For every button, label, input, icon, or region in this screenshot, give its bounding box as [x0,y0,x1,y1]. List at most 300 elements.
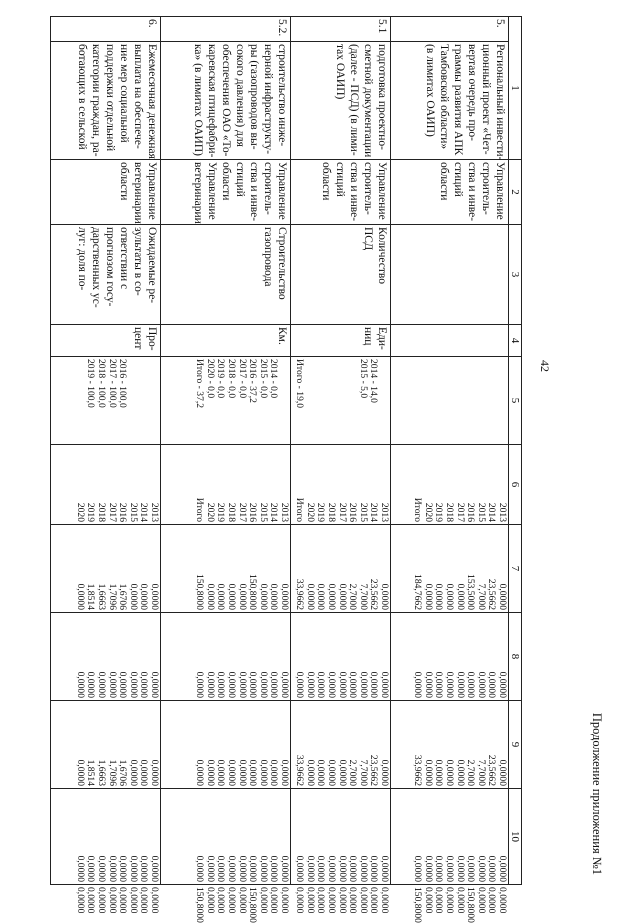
target-values-line: 2014 - 0,0 [268,359,280,399]
regional-budget-amount-line: 23,5662 [368,754,380,786]
federal-budget-amount-line: 0,0000 [117,671,129,698]
event-name-line: граммы развития АПК [452,44,464,156]
local-budget-amount-line: 0,0000 [294,855,306,882]
local-budget-amount-line: 0,0000 [117,855,129,882]
table-row: 5. Региональный инвести- ционный проект «Чет- вертая очередь про- граммы развития АПК Тамбовской области» (в лимитах ОАИП) Управление строитель- ства и инве- стиций области 2013 2014 2015 2016 2017 2018 2019 2020 Итого 0,0000 23,5662 7,7000 153,5000 0,0000 0,0000 0,0000 0,0000 184,7662 0,0000 0,0000 0,0000 0,0000 0,0000 0,0000 0,0000 0,0000 0,0000 0,0000 23,5662 7,7000 2,7000 0,0000 0,0000 0,0000 0,0000 33,9662 0,0000 0,0000 0,0000 0,0000 0,0000 0,0000 0,0000 0,0000 0,0000 0,0000 0,0000 0,0000 150,8000 0,0000 0,0000 0,0000 0,0000 150,8000 [391,17,509,885]
regional-budget-amount-line: 0,0000 [215,759,227,786]
unit-line: Про- [146,327,158,351]
years-line: Итого [412,497,424,522]
regional-budget-amount-line: 0,0000 [315,759,327,786]
local-budget-amount-line: 0,0000 [357,855,369,882]
local-budget-amount-line: 0,0000 [315,855,327,882]
total-amount-line: 0,0000 [497,583,508,610]
event-name-line: ботающих в сельской [76,44,88,150]
federal-budget-amount-line: 0,0000 [315,671,327,698]
local-budget-amount-line: 0,0000 [106,855,118,882]
target-values-line [347,359,358,442]
regional-budget-amount-line: 0,0000 [149,759,160,786]
federal-budget-amount-line: 0,0000 [268,671,280,698]
target-values-line [304,359,315,442]
total-amount-cell [391,525,509,613]
row-number-cell: 5. [391,17,509,42]
executor-line: ства и инве- [466,162,478,222]
total-amount-line: 0,0000 [379,583,390,610]
total-amount-line: 0,0000 [279,583,290,610]
years-line: 2018 [326,502,338,522]
total-amount-line: 0,0000 [226,583,238,610]
regional-budget-amount-line: 0,0000 [336,759,348,786]
federal-budget-amount-line: 0,0000 [294,671,306,698]
executor-line: ветеринарии [192,162,204,224]
federal-budget-amount-line: 0,0000 [465,671,477,698]
indicator-line: прогнозом госу- [104,227,116,307]
local-budget-amount-line: 0,0000 [497,855,508,882]
years-line: 2019 [215,502,227,522]
executor-line: строитель- [480,162,492,215]
target-values-cell [391,357,509,445]
column-header-row [509,17,522,885]
years-line: 2013 [497,502,508,522]
local-budget-amount-line: 0,0000 [204,855,216,882]
column-header: 9 [509,701,522,789]
local-budget-amount-line: 0,0000 [96,855,108,882]
event-name-cell [291,42,391,160]
regional-budget-amount-line: 0,0000 [226,759,238,786]
total-amount-line: 7,7000 [357,583,369,610]
federal-budget-amount-line: 0,0000 [497,671,508,698]
local-budget-amount-cell [51,789,161,885]
local-budget-amount-line: 0,0000 [486,855,498,882]
event-name-line: (в лимитах ОАИП) [424,44,436,137]
regional-budget-amount-line: 1,8514 [85,759,97,786]
years-line: Итого [194,497,206,522]
regional-budget-amount-line: 0,0000 [454,759,466,786]
total-amount-line: 1,8514 [85,583,97,610]
indicator-line: дарственных ус- [90,227,102,308]
target-values-line [138,359,149,442]
years-line: 2015 [357,502,369,522]
federal-budget-amount-line: 0,0000 [127,671,139,698]
target-values-line: Итого - 37,2 [194,359,206,409]
federal-budget-amount-line: 0,0000 [106,671,118,698]
unit-cell [51,325,161,357]
regional-budget-amount-line: 0,0000 [236,759,248,786]
total-amount-line: 153,5000 [465,574,477,610]
regional-budget-amount-line: 23,5662 [486,754,498,786]
target-values-cell [161,357,291,445]
regional-budget-amount-line: 2,7000 [347,759,359,786]
column-header: 5 [509,357,522,445]
event-name-line: (далее - ПСД) (в лими- [348,44,360,156]
regional-budget-amount-line: 0,0000 [194,759,206,786]
total-amount-line: 0,0000 [127,583,139,610]
federal-budget-amount-line: 0,0000 [304,671,316,698]
federal-budget-amount-line: 0,0000 [236,671,248,698]
years-line: 2016 [247,502,259,522]
indicator-line: ПСД [362,227,374,251]
total-amount-cell [161,525,291,613]
local-budget-amount-line: 0,0000 [127,855,139,882]
total-amount-line: 0,0000 [304,583,316,610]
event-name-line: сокого давления) для [234,44,246,147]
target-values-line: 2019 - 100,0 [85,359,97,408]
local-budget-amount-cell [161,789,291,885]
local-budget-amount-line: 0,0000 [465,855,477,882]
event-name-line: ка» (в лимитах ОАИП) [192,44,204,156]
years-line: 2013 [279,502,290,522]
federal-budget-amount-line: 0,0000 [326,671,338,698]
local-budget-amount-line: 0,0000 [247,855,259,882]
event-name-cell [51,42,161,160]
regional-budget-amount-line: 0,0000 [268,759,280,786]
event-name-line: подготовка проектно- [376,44,388,150]
executor-cell [161,160,291,225]
years-cell [51,445,161,525]
federal-budget-amount-line: 0,0000 [149,671,160,698]
years-line: 2018 [226,502,238,522]
regional-budget-amount-line: 1,7096 [106,759,118,786]
regional-budget-amount-line: 2,7000 [465,759,477,786]
federal-budget-amount-line: 0,0000 [204,671,216,698]
years-line: 2017 [454,502,466,522]
total-amount-line: 0,0000 [433,583,445,610]
target-values-line [315,359,326,442]
local-budget-amount-line: 0,0000 [336,855,348,882]
local-budget-amount-line: 0,0000 [304,855,316,882]
total-amount-line: 0,0000 [215,583,227,610]
total-amount-line: 0,0000 [204,583,216,610]
regional-budget-amount-cell [161,701,291,789]
federal-budget-amount-line: 0,0000 [379,671,390,698]
federal-budget-amount-line: 0,0000 [247,671,259,698]
local-budget-amount-line: 0,0000 [368,855,380,882]
indicator-cell [391,225,509,325]
event-name-line: категории граждан, ра- [90,44,102,157]
years-line: 2019 [85,502,97,522]
regional-budget-amount-line: 0,0000 [127,759,139,786]
years-line: 2015 [257,502,269,522]
row-number-cell: 5.2. [161,17,291,42]
federal-budget-amount-line: 0,0000 [96,671,108,698]
total-amount-line: 0,0000 [74,583,86,610]
column-header: 10 [509,789,522,885]
target-values-cell [51,357,161,445]
local-budget-amount-line: 0,0000 [149,855,160,882]
event-name-line: строительство инже- [276,44,288,147]
regional-budget-amount-line: 1,6706 [117,759,129,786]
federal-budget-amount-line: 0,0000 [412,671,424,698]
regional-budget-amount-line: 0,0000 [433,759,445,786]
years-line: 2014 [268,502,280,522]
executor-cell [51,160,161,225]
years-line: 2015 [127,502,139,522]
executor-line: области [220,162,232,201]
years-line: 2019 [315,502,327,522]
federal-budget-amount-line: 0,0000 [475,671,487,698]
years-line: 2014 [138,502,150,522]
executor-line: Управление [206,162,218,220]
local-budget-amount-line: 0,0000 [257,855,269,882]
row-number-cell: 5.1 [291,17,391,42]
event-name-line: Тамбовской области» [438,44,450,150]
total-amount-line: 0,0000 [268,583,280,610]
total-amount-line: 1,6706 [117,583,129,610]
total-amount-line: 0,0000 [149,583,160,610]
local-budget-amount-line: 0,0000 [279,855,290,882]
local-budget-amount-line: 0,0000 [475,855,487,882]
local-budget-amount-line: 0,0000 [454,855,466,882]
regional-budget-amount-line: 0,0000 [138,759,150,786]
unit-line: Км. [276,327,288,345]
federal-budget-amount-line: 0,0000 [257,671,269,698]
years-line: 2017 [106,502,118,522]
indicator-line: Строительство [276,227,288,300]
target-values-line: 2014 - 14,0 [368,359,380,403]
years-line: Итого [294,497,306,522]
years-line: 2013 [149,502,160,522]
total-amount-line: 0,0000 [336,583,348,610]
event-name-line: каревская птицефабри- [206,44,218,158]
federal-budget-amount-line: 0,0000 [486,671,498,698]
executor-line: Управление [276,162,288,220]
indicator-line: зультаты в со- [132,227,144,296]
regional-budget-amount-line: 0,0000 [497,759,508,786]
federal-budget-amount-line: 0,0000 [226,671,238,698]
federal-budget-amount-cell [51,613,161,701]
local-budget-amount-line: 0,0000 [268,855,280,882]
column-header: 2 [509,160,522,225]
target-values-line: 2018 - 100,0 [96,359,108,408]
executor-line: ства и инве- [348,162,360,222]
total-amount-line: 0,0000 [454,583,466,610]
local-budget-amount-line: 0,0000 [138,855,150,882]
regional-budget-amount-line: 7,7000 [357,759,369,786]
target-values-line: 2020 - 0,0 [204,359,216,399]
indicator-cell [291,225,391,325]
federal-budget-amount-line: 0,0000 [422,671,434,698]
local-budget-amount-cell [291,789,391,885]
executor-cell [291,160,391,225]
years-line: 2018 [96,502,108,522]
regional-budget-amount-line: 1,6663 [96,759,108,786]
federal-budget-amount-line: 0,0000 [433,671,445,698]
regional-budget-amount-line: 0,0000 [257,759,269,786]
unit-cell [161,325,291,357]
total-amount-cell [51,525,161,613]
local-budget-amount-line: 0,0000 [85,855,97,882]
years-line: 2019 [433,502,445,522]
federal-budget-amount-line: 0,0000 [74,671,86,698]
target-values-line [378,359,389,442]
regional-budget-amount-line: 0,0000 [326,759,338,786]
federal-budget-amount-cell [161,613,291,701]
local-budget-amount-line: 0,0000 [236,855,248,882]
executor-line: области [320,162,332,201]
executor-line: ветеринарии [132,162,144,224]
target-values-line: 2017 - 100,0 [106,359,118,408]
page-number: 42 [538,360,552,372]
column-header: 6 [509,445,522,525]
executor-line: строитель- [362,162,374,215]
regional-budget-amount-cell [391,701,509,789]
column-header: 3 [509,225,522,325]
years-line: 2016 [465,502,477,522]
unit-line: Еди- [376,327,388,350]
indicator-line: луг: доля по- [76,227,88,291]
years-line: 2016 [117,502,129,522]
local-budget-amount-line: 0,0000 [433,855,445,882]
target-values-line: 2016 - 37,2 [247,359,259,403]
event-name-cell [391,42,509,160]
federal-budget-amount-line: 0,0000 [347,671,359,698]
event-name-line: выплата на обеспече- [132,44,144,149]
target-values-line: 2016 - 100,0 [117,359,129,408]
regional-budget-amount-line: 7,7000 [475,759,487,786]
unit-cell [391,325,509,357]
years-cell [161,445,291,525]
total-amount-line: 1,6663 [96,583,108,610]
indicator-line: ответствии с [118,227,130,290]
table-row: 6. Ежемесячная денежная выплата на обеспече- ние мер социальной поддержки отдельной категории граждан, ра- ботающих в сельской Управление ветеринарии области Ожидаемые ре- зультаты в со- ответствии с прогнозом госу- дарственных ус- луг: доля по- Про- цент 2016 - 100,0 2017 - 100,0 2018 - 100,0 2019 - 100,0 2013 2014 2015 2016 2017 2018 2019 2020 0,0000 0,0000 0,0000 1,6706 1,7096 1,6663 1,8514 0,0000 0,0000 0,0000 0,0000 0,0000 0,0000 0,0000 0,0000 0,0000 0,0000 0,0000 0,0000 1,6706 1,7096 1,6663 1,8514 0,0000 0,0000 0,0000 0,0000 0,0000 0,0000 0,0000 0,0000 0,0000 0,0000 0,0000 0,0000 0,0000 0,0000 0,0000 0,0000 0,0000 [51,17,161,885]
target-values-line: 2018 - 0,0 [226,359,238,399]
total-amount-line: 150,8000 [247,574,259,610]
regional-budget-amount-line: 0,0000 [422,759,434,786]
executor-cell [391,160,509,225]
federal-budget-amount-line: 0,0000 [85,671,97,698]
total-amount-line: 33,9662 [294,578,306,610]
executor-line: области [438,162,450,201]
indicator-line: Ожидаемые ре- [146,227,158,304]
years-line: 2020 [422,502,434,522]
federal-budget-amount-line: 0,0000 [357,671,369,698]
years-line: 2017 [236,502,248,522]
executor-line: строитель- [262,162,274,215]
unit-line: ниц [362,327,374,346]
event-name-line: ционный проект «Чет- [480,44,492,155]
target-values-cell [291,357,391,445]
total-amount-line: 184,7662 [412,574,424,610]
local-budget-amount-line: 0,0000 [74,855,86,882]
total-amount-cell [291,525,391,613]
event-name-line: нерной инфраструкту- [262,44,274,155]
years-line: 2018 [444,502,456,522]
indicator-cell [161,225,291,325]
target-values-line [336,359,347,442]
column-header: 1 [509,17,522,160]
years-line: 2020 [74,502,86,522]
local-budget-amount-line: 0,0000 [226,855,238,882]
event-name-line: сметной документации [362,44,374,158]
years-line: 2015 [475,502,487,522]
total-amount-line: 0,0000 [422,583,434,610]
column-header: 7 [509,525,522,613]
total-amount-line: 7,7000 [475,583,487,610]
local-budget-amount-cell [391,789,509,885]
regional-budget-amount-line: 0,0000 [304,759,316,786]
event-name-line: тах ОАИП) [334,44,346,100]
executor-line: Управление [146,162,158,220]
executor-line: области [118,162,130,201]
target-values-line: 2015 - 0,0 [257,359,269,399]
target-values-line [325,359,336,442]
regional-budget-amount-line: 0,0000 [204,759,216,786]
executor-line: ства и инве- [248,162,260,222]
target-values-line [278,359,289,442]
event-name-line: Ежемесячная денежная [146,44,158,159]
local-budget-amount-line: 0,0000 [215,855,227,882]
local-budget-amount-line: 0,0000 [347,855,359,882]
years-line: 2017 [336,502,348,522]
total-amount-line: 2,7000 [347,583,359,610]
indicator-cell [51,225,161,325]
indicator-line: газопровода [262,227,274,287]
years-line: 2016 [347,502,359,522]
executor-line: стиций [452,162,464,197]
table-row: 5.2. строительство инже- нерной инфраструкту- ры (газопроводов вы- сокого давления) для обеспечения ОАО «То- каревская птицефабри- ка» (в лимитах ОАИП) Управление строитель- ства и инве- стиций области Управление ветеринарии Строительство газопровода Км. 2014 - 0,0 2015 - 0,0 2016 - 37,2 2017 - 0,0 2018 - 0,0 2019 - 0,0 2020 - 0,0 Итого - 37,2 2013 2014 2015 2016 2017 2018 2019 2020 Итого 0,0000 0,0000 0,0000 150,8000 0,0000 0,0000 0,0000 0,0000 150,8000 0,0000 0,0000 0,0000 0,0000 0,0000 0,0000 0,0000 0,0000 0,0000 0,0000 0,0000 0,0000 0,0000 0,0000 0,0000 0,0000 0,0000 0,0000 0,0000 0,0000 0,0000 0,0000 0,0000 0,0000 0,0000 0,0000 0,0000 0,0000 0,0000 0,0000 150,8000 0,0000 0,0000 0,0000 0,0000 150,8000 [161,17,291,885]
continuation-title: Продолжение приложения №1 [590,712,604,875]
event-name-line: обеспечения ОАО «То- [220,44,232,157]
target-values-line: Итого - 19,0 [294,359,306,409]
years-line: 2020 [304,502,316,522]
column-header: 8 [509,613,522,701]
total-amount-line: 23,5662 [368,578,380,610]
federal-budget-amount-line: 0,0000 [368,671,380,698]
regional-budget-amount-line: 0,0000 [74,759,86,786]
event-name-line: ры (газопроводов вы- [248,44,260,150]
regional-budget-amount-cell [51,701,161,789]
total-amount-line: 23,5662 [486,578,498,610]
federal-budget-amount-line: 0,0000 [138,671,150,698]
regional-budget-amount-line: 0,0000 [247,759,259,786]
target-values-line: 2019 - 0,0 [215,359,227,399]
regional-budget-amount-line: 33,9662 [294,754,306,786]
federal-budget-amount-line: 0,0000 [279,671,290,698]
local-budget-amount-line: 0,0000 [422,855,434,882]
total-amount-line: 0,0000 [236,583,248,610]
total-amount-line: 150,8000 [194,574,206,610]
local-budget-amount-line: 0,0000 [412,855,424,882]
local-budget-amount-line: 0,0000 [194,855,206,882]
federal-budget-amount-line: 0,0000 [454,671,466,698]
years-cell [391,445,509,525]
total-amount-line: 0,0000 [444,583,456,610]
event-name-cell [161,42,291,160]
executor-line: Управление [494,162,506,220]
local-budget-amount-line: 0,0000 [379,855,390,882]
event-name-line: поддержки отдельной [104,44,116,152]
target-values-line: 2017 - 0,0 [236,359,248,399]
local-budget-amount-line: 0,0000 [326,855,338,882]
table-row: 5.1 подготовка проектно- сметной документации (далее - ПСД) (в лими- тах ОАИП) Управление строитель- ства и инве- стиций области Количество ПСД Еди- ниц 2014 - 14,0 2015 - 5,0 Итого - 19,0 2013 2014 2015 2016 2017 2018 2019 2020 Итого 0,0000 23,5662 7,7000 2,7000 0,0000 0,0000 0,0000 0,0000 33,9662 0,0000 0,0000 0,0000 0,0000 0,0000 0,0000 0,0000 0,0000 0,0000 0,0000 23,5662 7,7000 2,7000 0,0000 0,0000 0,0000 0,0000 33,9662 0,0000 0,0000 0,0000 0,0000 0,0000 0,0000 0,0000 0,0000 0,0000 0,0000 0,0000 0,0000 0,0000 0,0000 0,0000 0,0000 0,0000 0,0000 [291,17,391,885]
indicator-line: Количество [376,227,388,284]
regional-budget-amount-line: 33,9662 [412,754,424,786]
total-amount-line: 1,7096 [106,583,118,610]
local-budget-amount-line: 0,0000 [444,855,456,882]
years-line: 2013 [379,502,390,522]
event-name-line: вертая очередь про- [466,44,478,141]
federal-budget-amount-line: 0,0000 [336,671,348,698]
executor-line: Управление [376,162,388,220]
target-values-line [148,359,159,442]
years-line: 2014 [486,502,498,522]
total-amount-line: 0,0000 [257,583,269,610]
federal-budget-amount-cell [391,613,509,701]
total-amount-line: 0,0000 [326,583,338,610]
event-name-line: ние мер социальной [118,44,130,143]
event-name-line: Региональный инвести- [494,44,506,161]
total-amount-line: 0,0000 [138,583,150,610]
regional-budget-amount-line: 0,0000 [444,759,456,786]
